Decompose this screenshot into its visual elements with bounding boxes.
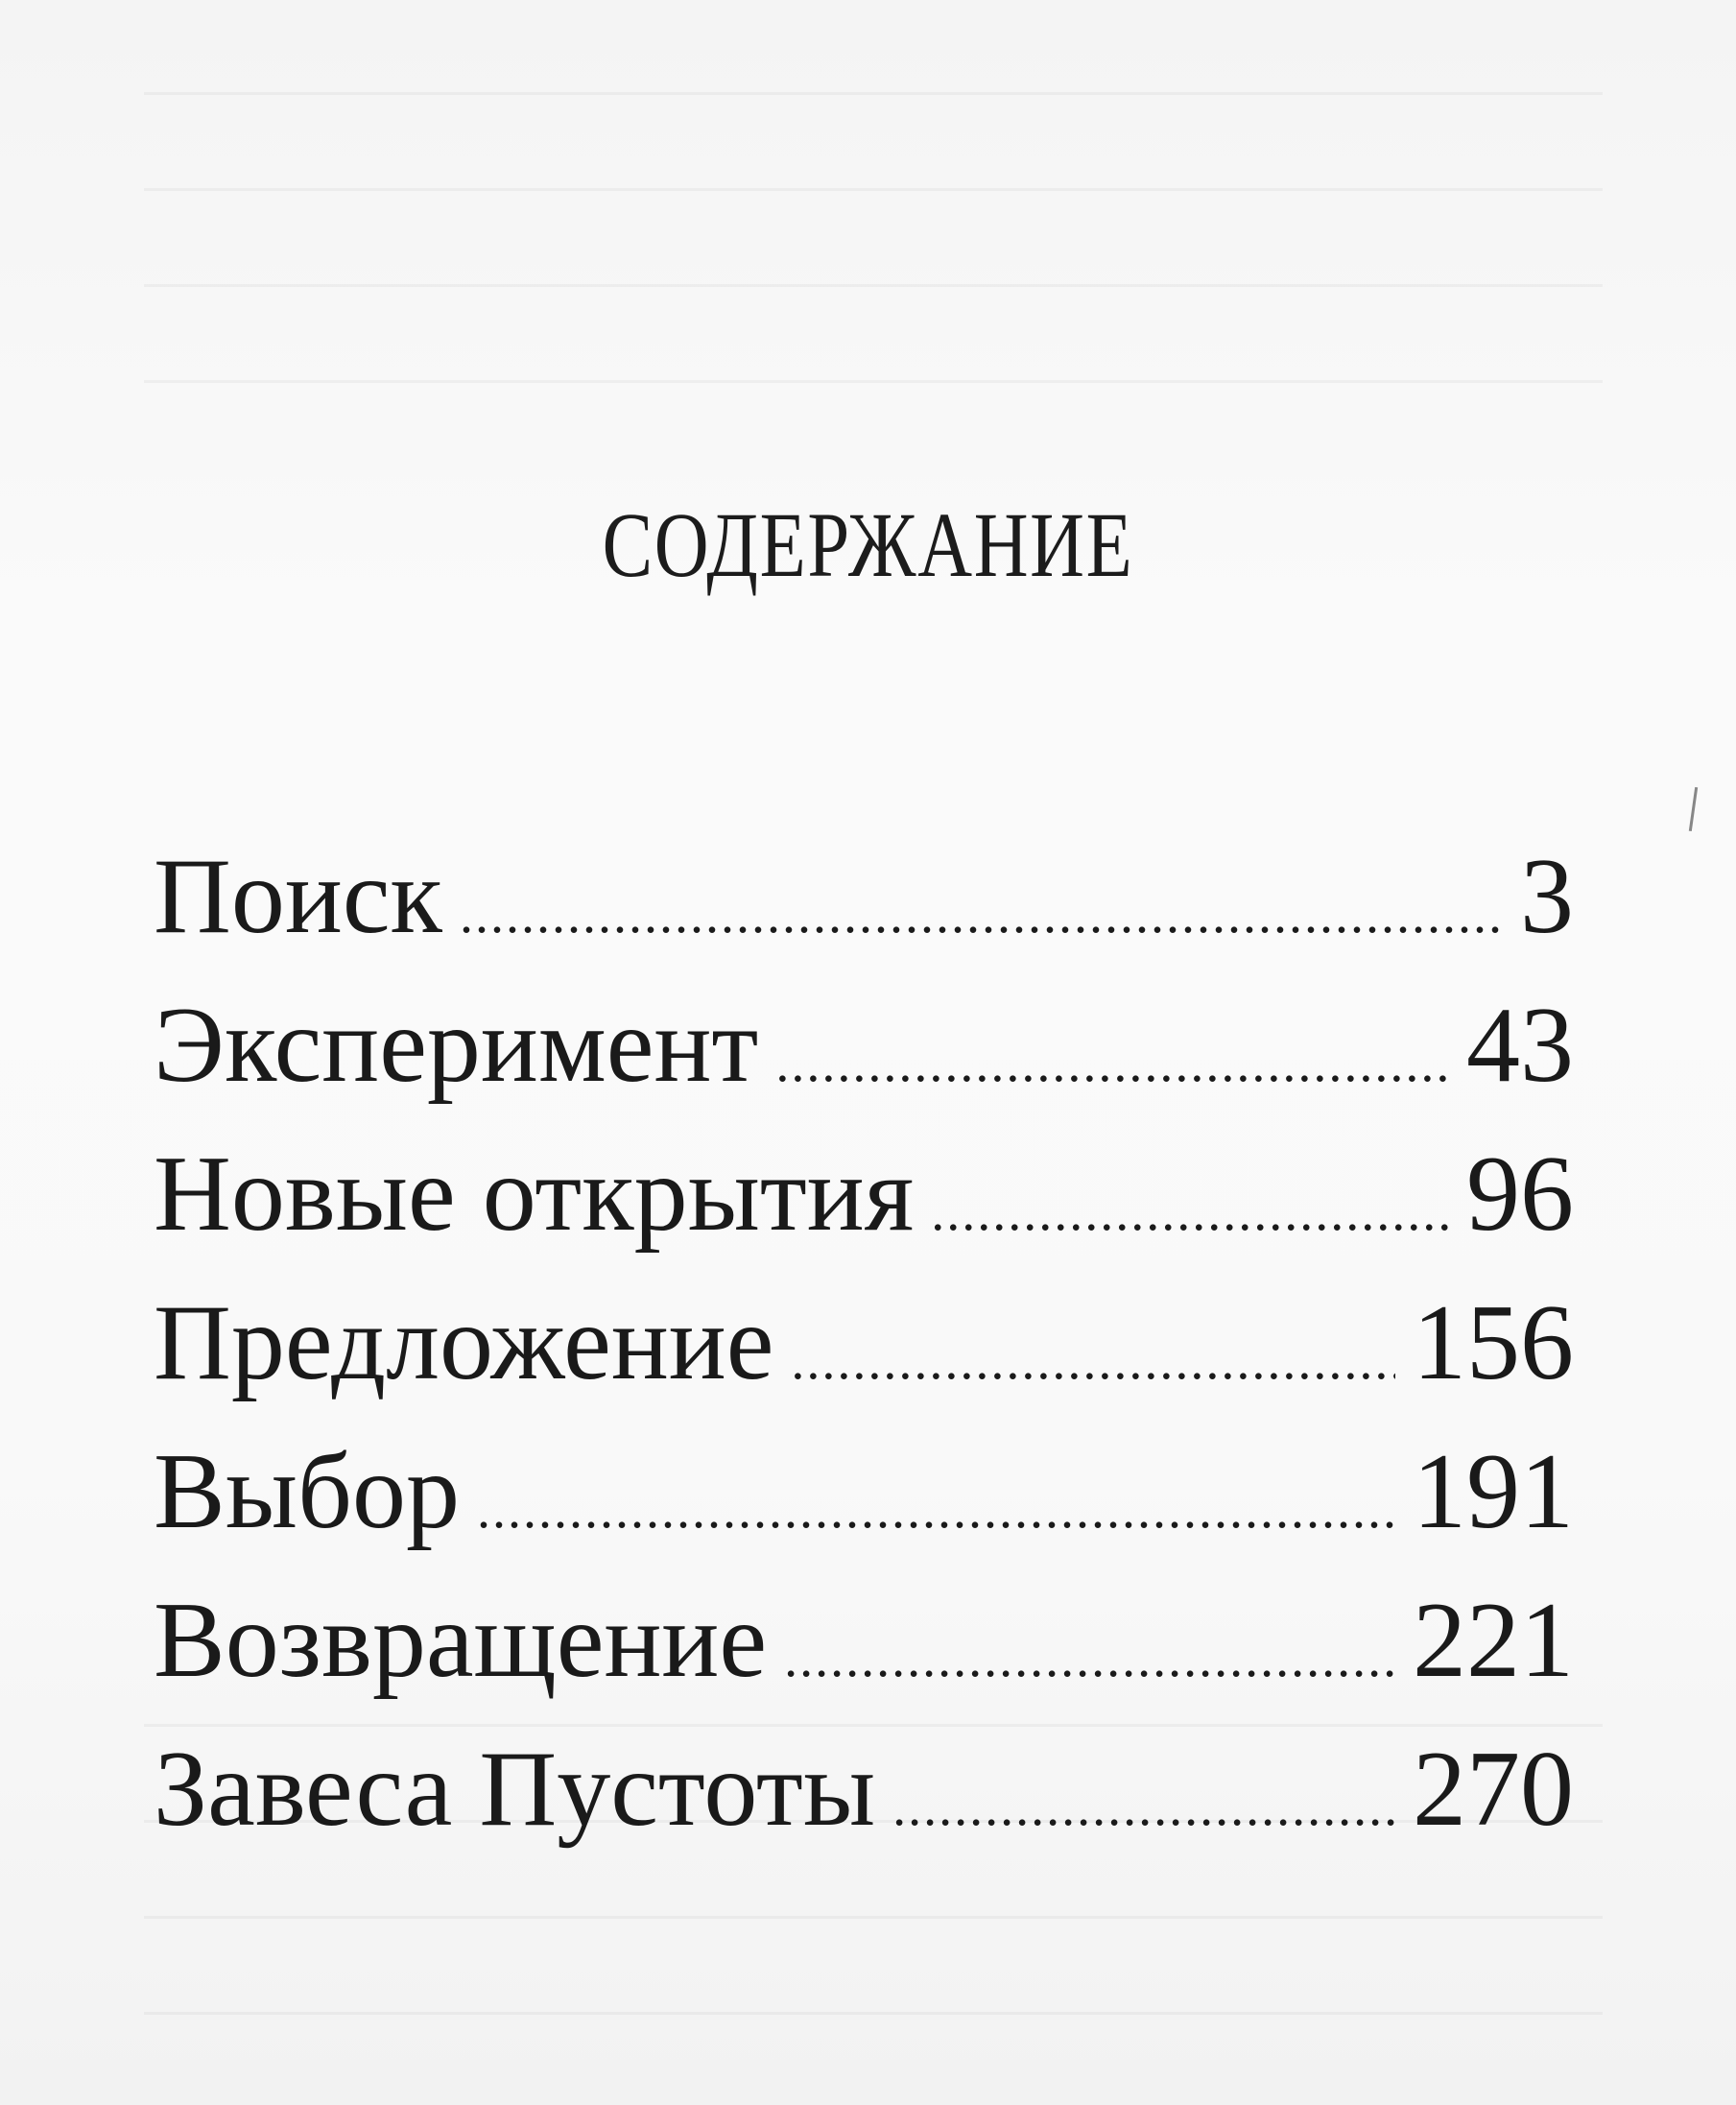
toc-entry-page: 221 (1413, 1581, 1574, 1700)
toc-leader-dots (460, 888, 1503, 942)
toc-leader-dots (892, 1781, 1395, 1834)
toc-entry[interactable] (154, 986, 1574, 1140)
toc-entry[interactable] (154, 837, 1574, 992)
toc-leader-dots (784, 1632, 1395, 1686)
toc-entry-title: Выбор (154, 1432, 460, 1551)
toc-entry[interactable] (154, 1730, 1574, 1884)
toc-leader-dots (477, 1483, 1395, 1537)
toc-entry-title: Эксперимент (154, 986, 759, 1105)
toc-entry-title: Завеса Пустоты (154, 1730, 876, 1849)
toc-entry[interactable] (154, 1283, 1574, 1438)
toc-entry-page: 43 (1466, 986, 1574, 1105)
toc-heading: СОДЕРЖАНИЕ (602, 493, 1134, 596)
bleed-through-line (144, 1916, 1603, 1919)
toc-entry-title: Предложение (154, 1283, 774, 1402)
toc-entry-title: Поиск (154, 837, 442, 956)
bleed-through-line (144, 284, 1603, 287)
toc-entry-page: 270 (1413, 1730, 1574, 1849)
toc-entry-title: Возвращение (154, 1581, 768, 1700)
toc-entry-page: 96 (1466, 1135, 1574, 1254)
toc-entry-page: 156 (1413, 1283, 1574, 1402)
toc-entry-title: Новые открытия (154, 1135, 915, 1254)
binding-mark (1689, 787, 1698, 831)
toc-entry[interactable] (154, 1432, 1574, 1587)
toc-leader-dots (791, 1334, 1395, 1388)
toc-entry[interactable] (154, 1135, 1574, 1289)
toc-entry-page: 3 (1520, 837, 1574, 956)
bleed-through-line (144, 380, 1603, 383)
table-of-contents (154, 837, 1574, 1884)
toc-entry-page: 191 (1413, 1432, 1574, 1551)
bleed-through-line (144, 2012, 1603, 2015)
bleed-through-line (144, 92, 1603, 95)
bleed-through-line (144, 188, 1603, 191)
toc-entry[interactable] (154, 1581, 1574, 1735)
toc-leader-dots (931, 1185, 1449, 1239)
toc-leader-dots (775, 1037, 1449, 1090)
